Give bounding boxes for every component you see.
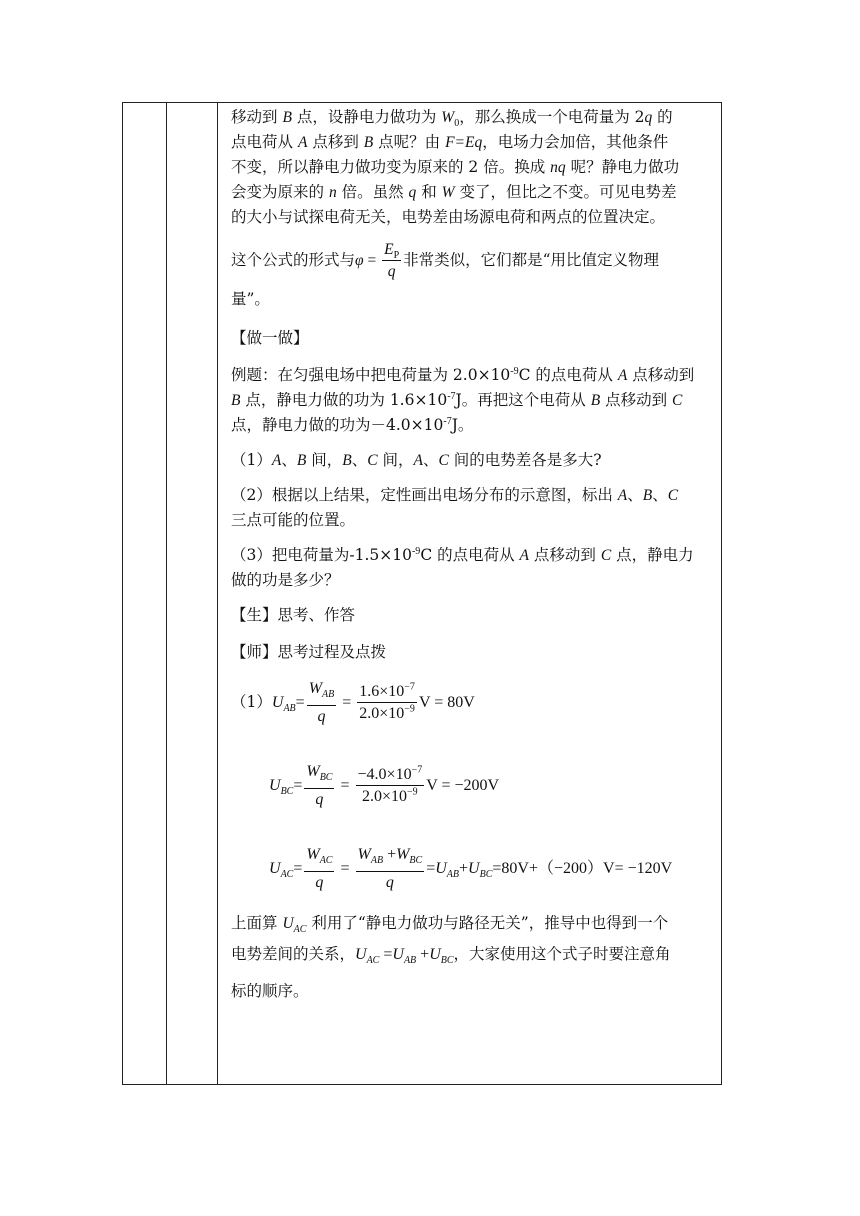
text: J。再把这个电荷从 — [455, 391, 591, 409]
student-line: 【生】思考、作答 — [231, 606, 356, 624]
text: BC — [479, 869, 493, 881]
text: A — [297, 134, 308, 151]
text: -9 — [411, 545, 421, 557]
text: W — [357, 846, 371, 863]
text: 上面算 — [231, 914, 283, 932]
text: 、 — [627, 486, 643, 504]
text: AB — [283, 703, 296, 715]
text: 做的功是多少？ — [231, 571, 340, 589]
text: BC — [409, 855, 423, 866]
text: −9 — [407, 786, 418, 798]
explanation-paragraph — [231, 105, 715, 230]
text: A — [271, 452, 282, 469]
text: W — [441, 109, 455, 126]
text: 点移动到 — [627, 366, 695, 384]
text: = — [426, 860, 436, 878]
calculation-3 — [231, 845, 715, 894]
text: nq — [550, 159, 566, 176]
text: AC — [280, 869, 294, 881]
text: AC — [293, 924, 307, 936]
text: -7 — [443, 415, 452, 427]
text: U — [269, 777, 281, 795]
column-divider-1 — [166, 103, 167, 1084]
text: V = −200V — [426, 777, 500, 795]
text: 移动到 — [231, 108, 283, 126]
text: 点呢？由 — [373, 133, 446, 151]
text: q — [315, 791, 324, 808]
text: 点移到 — [307, 133, 364, 151]
text: C 的点电荷从 — [420, 546, 520, 564]
text: 点，静电力做的功为－4.0×10 — [231, 416, 444, 434]
phi-symbol: φ — [355, 252, 364, 269]
text: = — [293, 777, 303, 795]
text: ，大家使用这个式子时要注意角 — [453, 945, 671, 963]
text: B — [231, 392, 241, 409]
text: 、 — [652, 486, 668, 504]
text: 点移动到 — [529, 546, 601, 564]
text: 电势差间的关系， — [231, 945, 356, 963]
text: 的大小与试探电荷无关，电势差由场源电荷和两点的位置决定。 — [231, 208, 666, 226]
text: W — [306, 763, 320, 780]
text: n — [328, 184, 337, 201]
text: E — [384, 241, 394, 258]
text: V = 80V — [418, 694, 475, 712]
text: 量”。 — [231, 290, 270, 308]
text: C 的点电荷从 — [518, 366, 618, 384]
text: 2.0×10 — [359, 705, 405, 722]
text: 变了，但比之不变。可见电势差 — [454, 183, 677, 201]
text: q — [315, 874, 324, 891]
text: AB — [403, 955, 417, 966]
text: + — [459, 860, 469, 878]
text: q — [644, 109, 653, 126]
text: B — [342, 452, 352, 469]
text: 1.6×10 — [359, 683, 405, 700]
text: 和 — [416, 183, 442, 201]
text: 利用了“静电力做功与路径无关”，推导中也得到一个 — [306, 914, 669, 932]
text: 三点可能的位置。 — [231, 511, 356, 529]
text: = — [363, 252, 381, 269]
lesson-table — [122, 102, 722, 1085]
text: q — [317, 708, 326, 725]
text: ，那么换成一个电荷量为 2 — [459, 108, 645, 126]
text: −7 — [404, 681, 415, 693]
text: 非常类似，它们都是“用比值定义物理 — [403, 251, 660, 269]
text: U — [429, 946, 441, 963]
text: U — [355, 946, 367, 963]
text: =80V+（−200）V= −120V — [492, 860, 673, 878]
lesson-content-cell — [227, 103, 721, 1084]
text: 间的电势差各是多大? — [448, 451, 602, 469]
column-divider-2 — [217, 103, 218, 1084]
text: （2）根据以上结果，定性画出电场分布的示意图，标出 — [231, 486, 618, 504]
text: AB — [322, 689, 335, 700]
teacher-line: 【师】思考过程及点拨 — [231, 643, 387, 661]
text: B — [282, 109, 292, 126]
text: -7 — [447, 390, 456, 402]
text: 点，静电力 — [611, 546, 694, 564]
text: AC — [366, 955, 380, 966]
text: -9 — [510, 365, 519, 377]
formula-comparison-paragraph — [231, 238, 715, 312]
text: AB — [446, 869, 460, 881]
text: A — [617, 487, 628, 504]
text: = — [338, 694, 356, 712]
text: + — [383, 846, 397, 863]
text: 、 — [351, 451, 368, 469]
text: C — [367, 452, 378, 469]
text: q — [408, 184, 417, 201]
text: J。 — [451, 416, 474, 434]
text: B — [363, 134, 374, 151]
text: A — [617, 367, 628, 384]
text: W — [306, 846, 320, 863]
text: q — [387, 263, 396, 280]
text: 、 — [423, 451, 439, 469]
text: （1） — [231, 451, 272, 469]
text: −4.0×10 — [357, 766, 412, 783]
calculation-1 — [231, 679, 715, 728]
text: U — [271, 694, 284, 712]
text: 、 — [281, 451, 297, 469]
text: = — [379, 946, 393, 963]
calculation-2 — [231, 762, 715, 811]
text: F=Eq — [445, 134, 483, 151]
text: U — [392, 946, 404, 963]
text: C — [667, 487, 679, 504]
conclusion-paragraph — [231, 908, 715, 1007]
text: 0 — [454, 118, 460, 130]
text: U — [468, 860, 480, 878]
text: q — [385, 874, 394, 891]
text: W — [441, 184, 455, 201]
example-problem — [231, 363, 715, 438]
text: C — [438, 452, 449, 469]
do-it-heading: 【做一做】 — [231, 329, 309, 347]
text: = — [295, 694, 305, 712]
text: 点移动到 — [600, 391, 673, 409]
text: + — [416, 946, 430, 963]
text: U — [269, 860, 281, 878]
text: W — [308, 680, 323, 697]
text: 的 — [652, 108, 673, 126]
text: AC — [319, 855, 333, 866]
text: 例题：在匀强电场中把电荷量为 2.0×10 — [231, 366, 511, 384]
text: AB — [370, 855, 384, 866]
text: W — [396, 846, 410, 863]
text: 点电荷从 — [231, 133, 298, 151]
text: A — [519, 547, 529, 564]
text: ，电场力会加倍，其他条件 — [482, 133, 669, 151]
question-1 — [231, 448, 715, 473]
potential-fraction — [382, 239, 401, 283]
text: 间， — [306, 451, 343, 469]
text: 点，设静电力做功为 — [291, 108, 442, 126]
text: U — [282, 915, 294, 932]
text: 这个公式的形式与 — [231, 251, 356, 269]
text: BC — [319, 772, 333, 783]
text: B — [590, 392, 601, 409]
text: = — [336, 860, 354, 878]
text: −9 — [404, 703, 415, 715]
text: −7 — [411, 764, 423, 776]
text: 会变为原来的 — [231, 183, 329, 201]
text: B — [296, 452, 307, 469]
text: = — [293, 860, 303, 878]
question-3 — [231, 543, 715, 593]
text: 间， — [377, 451, 414, 469]
question-2 — [231, 483, 715, 533]
text: C — [600, 547, 612, 564]
text: （3）把电荷量为-1.5×10 — [231, 546, 412, 564]
text: = — [336, 777, 354, 795]
text: 不变，所以静电力做功变为原来的 2 倍。换成 — [231, 158, 551, 176]
text: 2.0×10 — [362, 788, 408, 805]
text: P — [393, 250, 400, 262]
text: 标的顺序。 — [231, 982, 309, 1000]
text: （1） — [231, 693, 272, 712]
text: A — [413, 452, 423, 469]
text: BC — [440, 955, 454, 966]
text: 点，静电力做的功为 1.6×10 — [240, 391, 448, 409]
text: B — [642, 487, 653, 504]
text: BC — [280, 786, 294, 798]
text: 倍。虽然 — [336, 183, 409, 201]
text: C — [672, 392, 683, 409]
text: U — [435, 860, 447, 878]
text: 呢？静电力做功 — [565, 158, 680, 176]
